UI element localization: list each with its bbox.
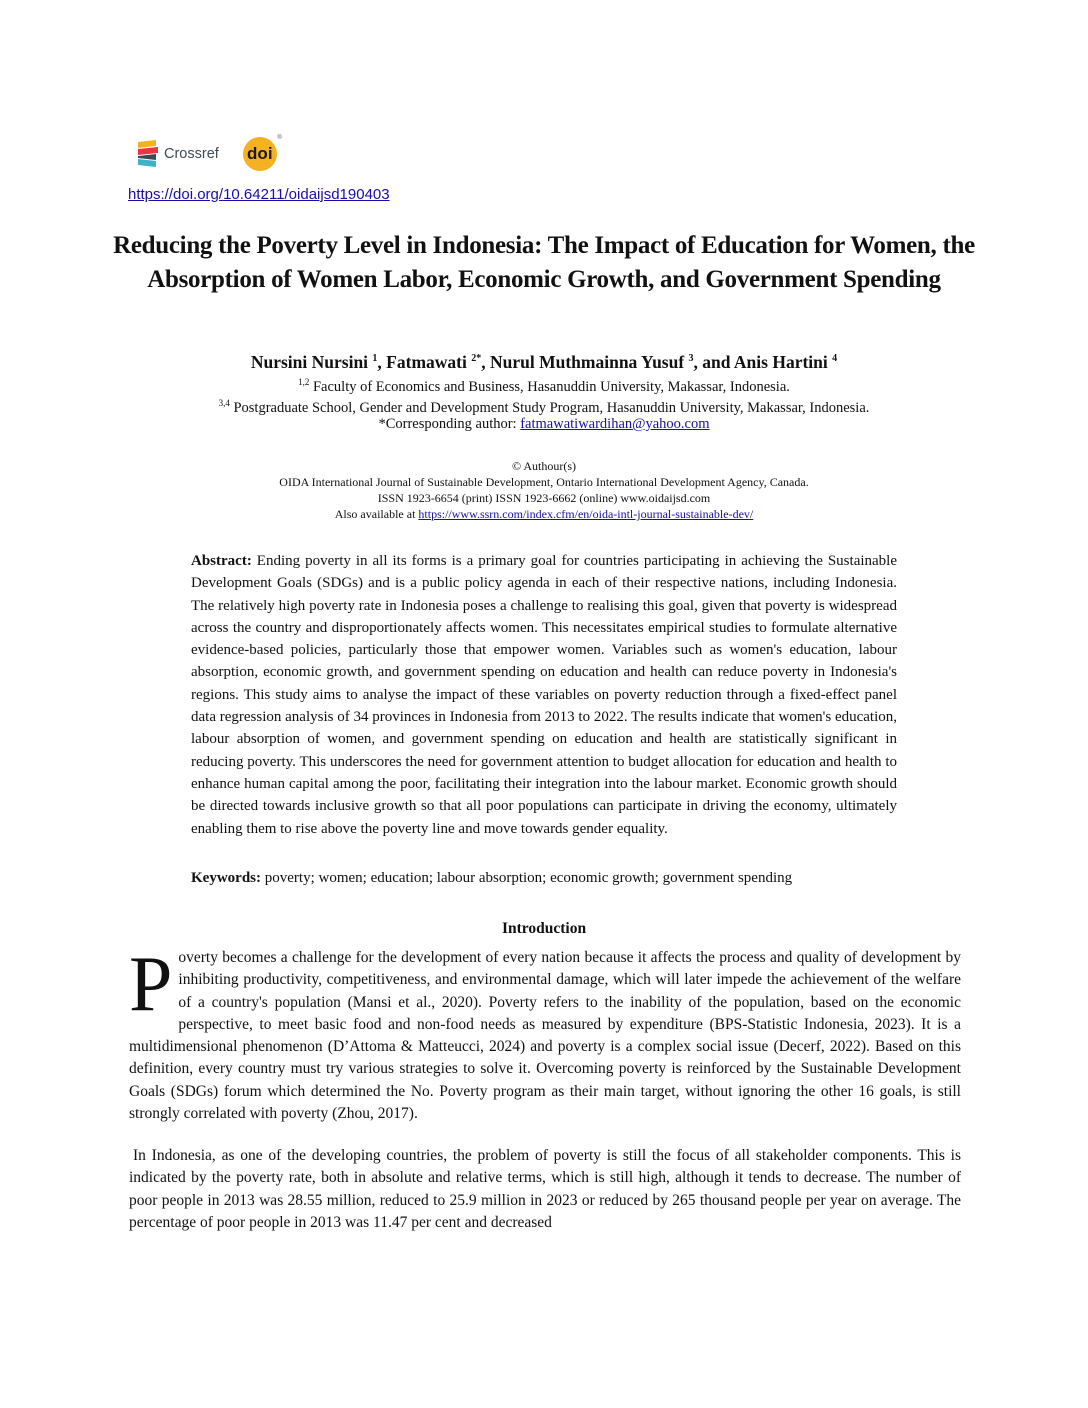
author-name: Nursini Nursini	[250, 351, 369, 372]
keywords-text: poverty; women; education; labour absorption; economic growth; government spending	[261, 870, 793, 886]
introduction-paragraph-2: In Indonesia, as one of the developing countries, the problem of poverty is still the focus of all stakeholder components. This is indicated by the poverty rate, both in absolute and relative terms, which is still high, although it tends to decrease. The number of poor people in 2013 was 28.55 million, reduced to 25.9 million in 2023 or reduced by 265 thousand people per year on average. The percentage of poor people in 2013 was 11.47 per cent and decreased	[129, 1147, 961, 1231]
journal-name-line: OIDA International Journal of Sustainable Development, Ontario International Development Agency, Canada.	[279, 475, 809, 489]
also-available-line	[160, 506, 928, 522]
author-affiliation-mark: 2*	[471, 353, 482, 364]
affiliation-text: Postgraduate School, Gender and Development Study Program, Hasanuddin University, Makassar, Indonesia.	[229, 399, 870, 416]
drop-cap: P	[129, 940, 173, 1027]
author-name: Nurul Muthmainna Yusuf	[489, 351, 685, 372]
section-heading-introduction: Introduction	[501, 920, 587, 937]
introduction-paragraph-1	[129, 940, 961, 1125]
author-separator: ,	[481, 351, 490, 372]
affiliation-text: Faculty of Economics and Business, Hasanuddin University, Makassar, Indonesia.	[309, 378, 790, 395]
abstract	[191, 550, 897, 840]
corresponding-author	[80, 414, 1008, 434]
copyright-line: © Authour(s)	[511, 459, 577, 473]
paper-title: Reducing the Poverty Level in Indonesia: The Impact of Education for Women, the Absorption of Women Labor, Economic Growth, and Government Spending	[113, 232, 975, 293]
author-list	[100, 348, 988, 373]
corresponding-label: *Corresponding author:	[378, 416, 521, 432]
crossref-label: Crossref	[164, 146, 219, 162]
publisher-logos	[136, 135, 282, 171]
author-affiliation-mark: 3	[688, 353, 694, 364]
doi-link[interactable]	[128, 186, 390, 203]
crossref-logo	[136, 140, 219, 168]
doi-link-suffix[interactable]: 10.64211/oidaijsd190403	[223, 186, 390, 203]
author-affiliation-mark: 4	[832, 353, 838, 364]
author-separator: ,	[377, 351, 387, 372]
also-available-label: Also available at	[334, 507, 419, 521]
keywords-label: Keywords:	[191, 870, 261, 886]
corresponding-email-link[interactable]: fatmawatiwardihan@yahoo.com	[520, 416, 710, 432]
author-name: Anis Hartini	[733, 351, 828, 372]
affiliation-mark: 3,4	[218, 398, 230, 408]
journal-info	[160, 458, 928, 522]
abstract-label: Abstract:	[191, 553, 252, 569]
author-separator: , and	[693, 351, 734, 372]
doi-logo	[243, 135, 282, 171]
crossref-icon	[136, 140, 160, 168]
doi-link-prefix[interactable]: https://doi.org/	[128, 186, 224, 203]
abstract-text: Ending poverty in all its forms is a primary goal for countries participating in achieving the Sustainable Development Goals (SDGs) and is a public policy agenda in each of their respective nations, including Indonesia. The relatively high poverty rate in Indonesia poses a challenge to realising this goal, given that poverty is widespread across the country and disproportionately affects women. This necessitates empirical studies to formulate alternative evidence-based policies, particularly those that empower women. Variables such as women's education, labour absorption, economic growth, and government spending on education and health can reduce poverty in Indonesia's regions. This study aims to analyse the impact of these variables on poverty reduction through a fixed-effect panel data regression analysis of 34 provinces in Indonesia from 2013 to 2022. The results indicate that women's education, labour absorption of women, and government spending on education and health are statistically significant in reducing poverty. This underscores the need for government attention to budget allocation for education and health to enhance human capital among the poor, facilitating their integration into the labour market. Economic growth should be directed towards inclusive growth so that all poor populations can participate in driving the economy, ultimately enabling them to rise above the poverty line and move towards gender equality.	[191, 553, 898, 837]
registered-mark: ®	[277, 135, 282, 141]
paragraph-text: overty becomes a challenge for the development of every nation because it affects the process and quality of development by inhibiting productivity, competitiveness, and environmental damage, which will later impede the achievement of the welfare of a country's population (Mansi et al., 2020). Poverty refers to the inability of the population, based on the economic perspective, to meet basic food and non-food needs as measured by expenditure (BPS-Statistic Indonesia, 2023). It is a multidimensional phenomenon (D’Attoma & Matteucci, 2024) and poverty is a complex social issue (Decerf, 2022). Based on this definition, every country must try various strategies to solve it. Overcoming poverty is reinforced by the Sustainable Development Goals (SDGs) forum which determined the No. Poverty program as their main target, without ignoring the other 16 goals, is still strongly correlated with poverty (Zhou, 2017).	[129, 949, 961, 1123]
author-affiliation-mark: 1	[372, 353, 378, 364]
issn-line: ISSN 1923-6654 (print) ISSN 1923-6662 (online) www.oidaijsd.com	[377, 491, 711, 505]
author-name: Fatmawati	[386, 351, 467, 372]
affiliation-mark: 1,2	[298, 377, 310, 387]
doi-logo-text: doi	[247, 144, 273, 163]
keywords	[191, 868, 851, 888]
ssrn-link[interactable]: https://www.ssrn.com/index.cfm/en/oida-intl-journal-sustainable-dev/	[418, 507, 754, 521]
